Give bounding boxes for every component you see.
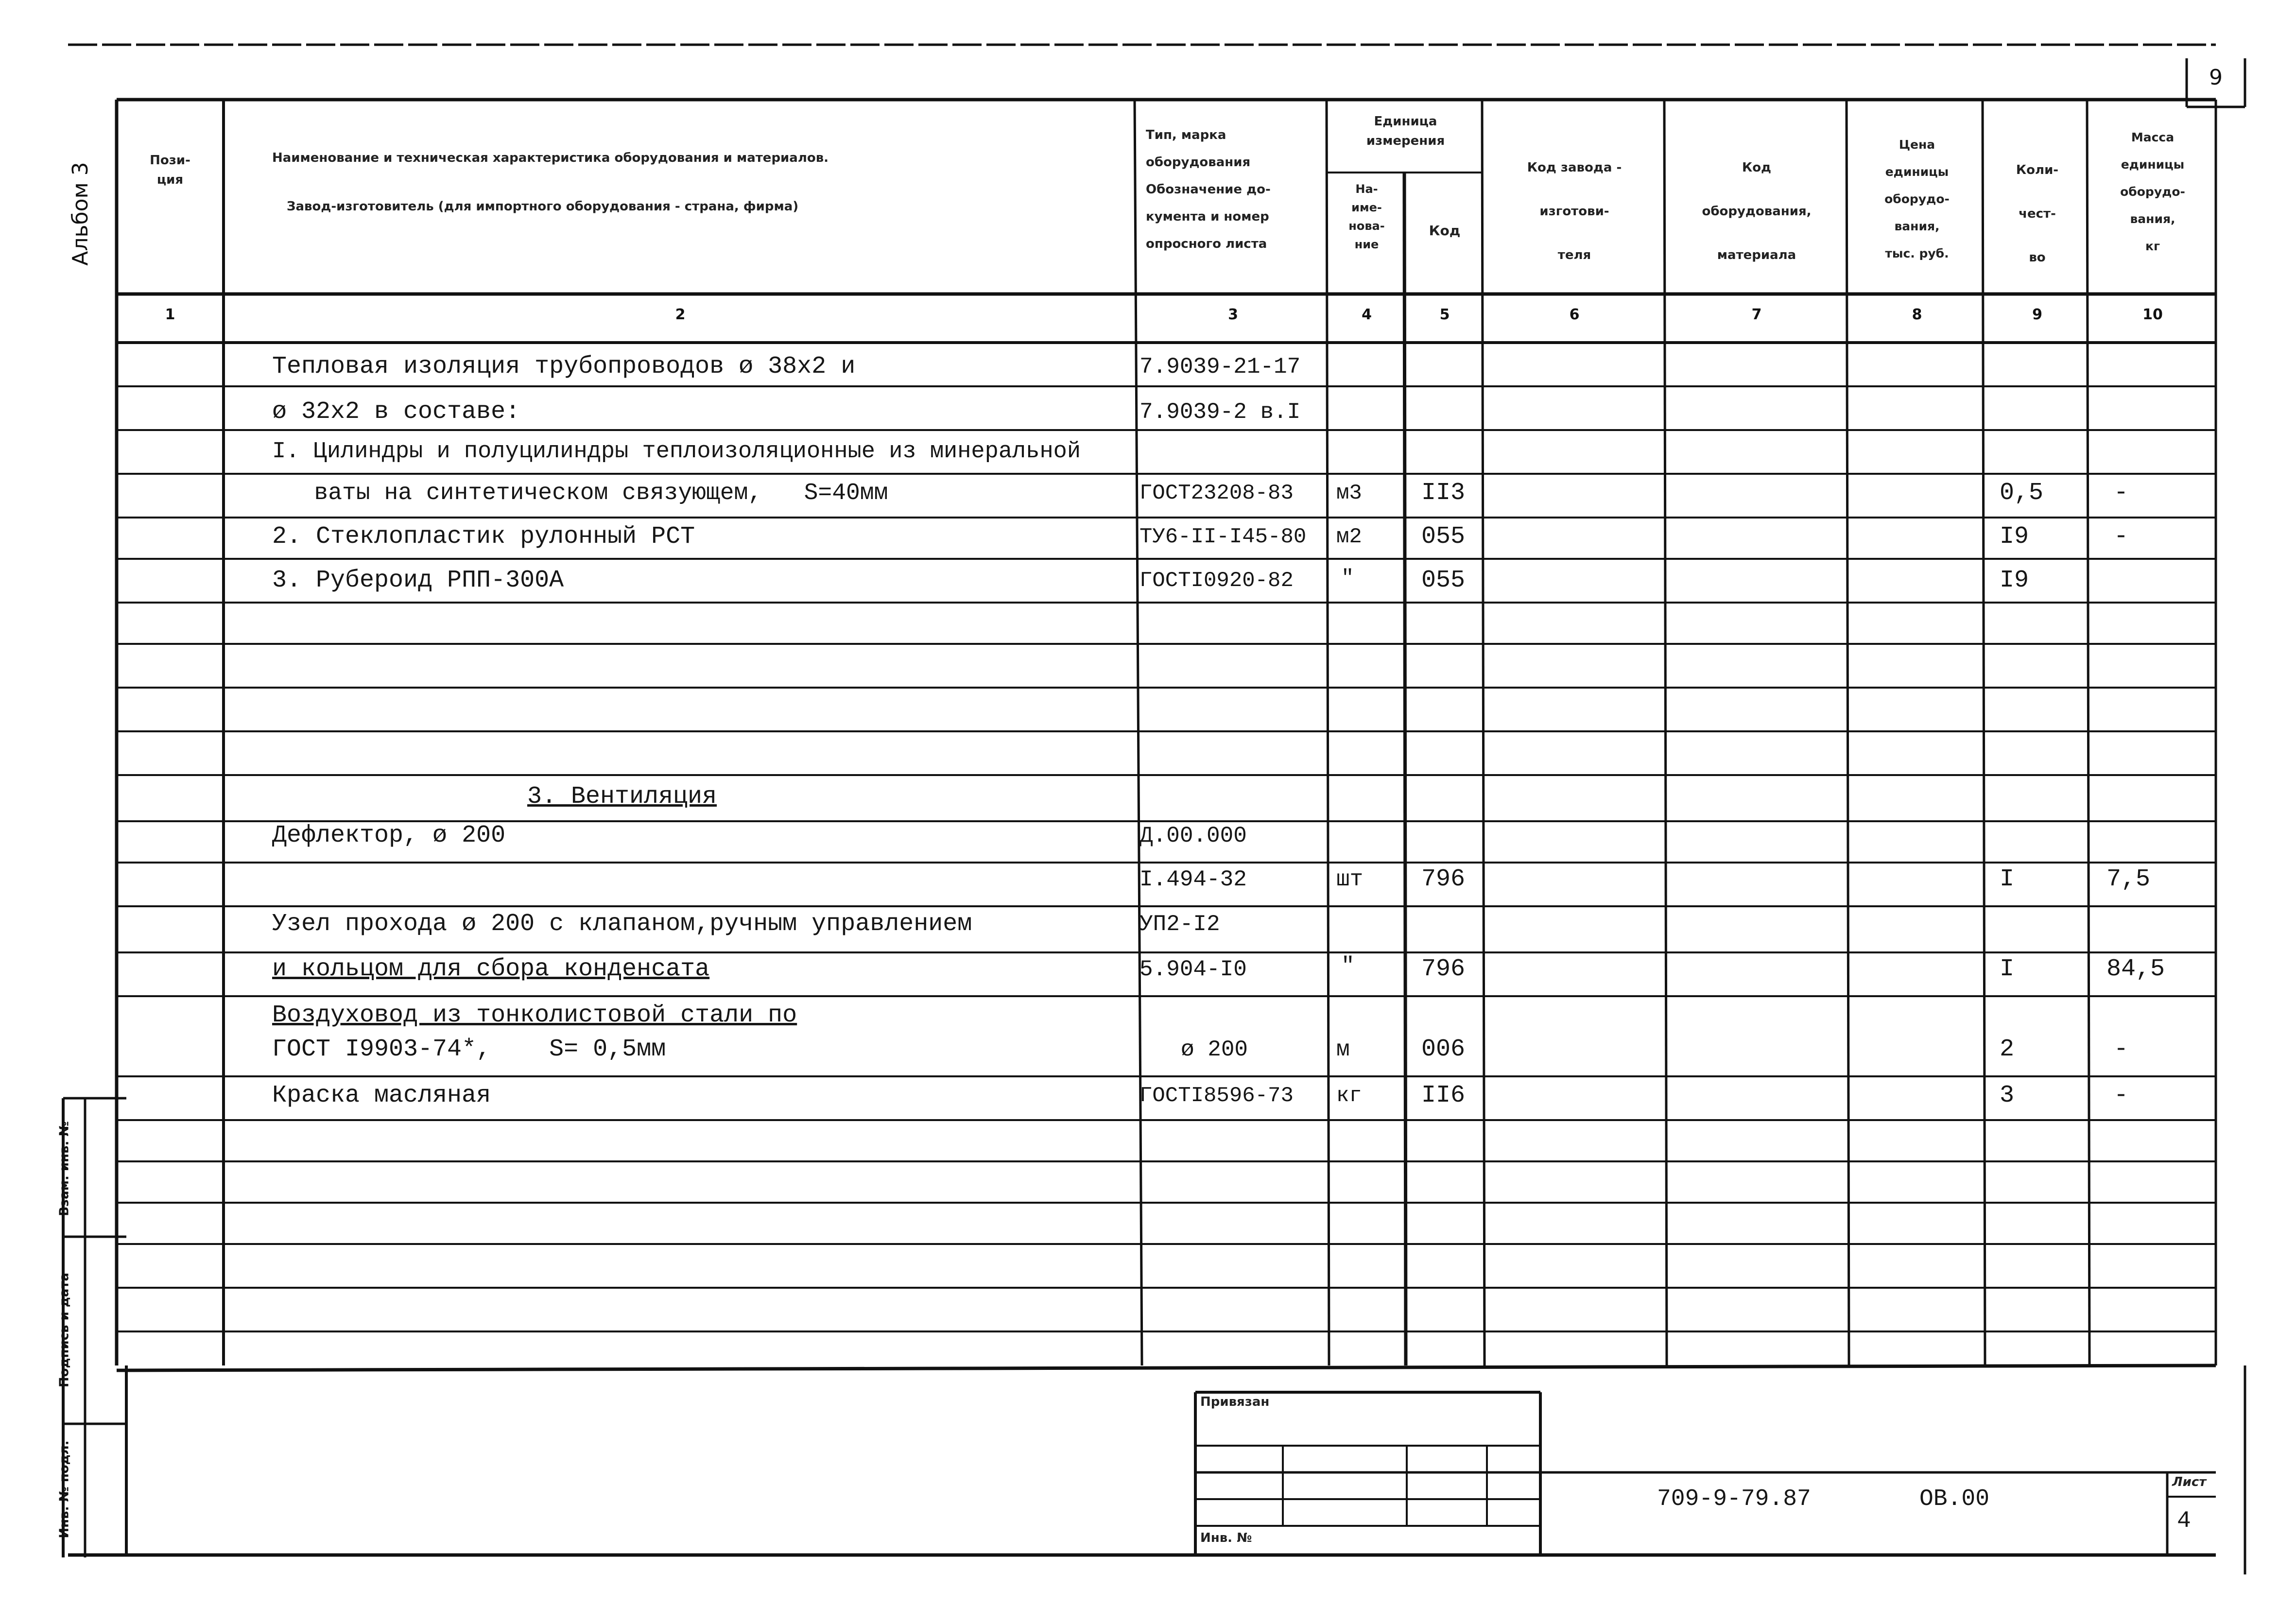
section-title: 3. Вентиляция [527, 783, 717, 811]
row-qty: 3 [2000, 1082, 2015, 1109]
row-qty: I [2000, 865, 2015, 893]
header-factory-code: Код завода - изготови- теля [1527, 160, 1622, 262]
row-code: 796 [1421, 865, 1466, 893]
side-label-inv-podl: Инв. № подл. [57, 1440, 72, 1538]
row-code: 055 [1421, 523, 1466, 551]
row-qty: I9 [2000, 523, 2029, 551]
row-name: Дефлектор, ø 200 [272, 822, 506, 849]
row-code: II6 [1421, 1082, 1466, 1109]
row-doc: ТУ6-II-I45-80 [1139, 525, 1307, 549]
row-name: Узел прохода ø 200 с клапаном,ручным управлением [272, 910, 972, 938]
row-doc: ГОСТI8596-73 [1139, 1084, 1294, 1108]
header-quantity: Коли- чест- во [2016, 163, 2059, 265]
row-doc: ø 200 [1181, 1037, 1248, 1062]
col-num-7: 7 [1751, 306, 1762, 323]
row-code: 006 [1421, 1036, 1466, 1063]
row-qty: I [2000, 955, 2015, 983]
row-qty: I9 [2000, 567, 2029, 594]
row-mass: - [2114, 523, 2129, 551]
row-mass: 7,5 [2106, 865, 2151, 893]
row-doc: Д.00.000 [1139, 823, 1247, 848]
header-name-line2: Завод-изготовитель (для импортного оборудования - страна, фирма) [287, 199, 799, 214]
header-unit-code: Код [1429, 223, 1461, 239]
row-unit: м3 [1336, 481, 1362, 505]
row-mass: - [2114, 1082, 2129, 1109]
side-label-podpis: Подпись и дата [57, 1272, 72, 1388]
row-name: 2. Стеклопластик рулонный РСТ [272, 523, 695, 551]
row-code: 055 [1421, 567, 1466, 594]
row-mass: - [2114, 479, 2129, 507]
header-price: Цена единицы оборудо- вания, тыс. руб. [1884, 138, 1950, 260]
stamp-inv-no: Инв. № [1200, 1531, 1252, 1545]
stamp-designation: 709-9-79.87 [1657, 1486, 1811, 1512]
row-mass: - [2114, 1036, 2129, 1063]
row-code: 796 [1421, 955, 1466, 983]
header-position: Пози- ция [150, 153, 190, 187]
row-doc: I.494-32 [1139, 867, 1247, 892]
row-doc: 5.904-I0 [1139, 957, 1247, 982]
row-doc: УП2-I2 [1139, 912, 1220, 937]
col-num-4: 4 [1362, 306, 1372, 323]
header-equipment-code: Код оборудования, материала [1702, 160, 1812, 262]
row-mass: 84,5 [2106, 955, 2165, 983]
col-num-1: 1 [165, 306, 175, 323]
row-name: 3. Рубероид РПП-300А [272, 567, 564, 594]
col-num-8: 8 [1912, 306, 1922, 323]
row-unit: " [1341, 566, 1354, 590]
row-name: Краска масляная [272, 1082, 491, 1109]
row-unit: " [1341, 953, 1355, 979]
stamp-sheet-number: 4 [2177, 1508, 2191, 1534]
row-unit: шт [1336, 867, 1364, 892]
album-label: Альбом 3 [68, 162, 93, 266]
stamp-sheet-label: Лист [2172, 1475, 2207, 1489]
col-num-9: 9 [2032, 306, 2042, 323]
row-doc: 7.9039-2 в.I [1139, 399, 1301, 425]
page-number: 9 [2209, 65, 2223, 90]
header-unit-group: Единица измерения [1366, 114, 1445, 148]
row-qty: 2 [2000, 1036, 2015, 1063]
side-label-vzam: Взам. инв. № [57, 1121, 72, 1216]
stamp-code: ОВ.00 [1919, 1486, 1990, 1512]
header-unit-name: На- име- нова- ние [1348, 182, 1385, 251]
col-num-5: 5 [1439, 306, 1450, 323]
row-name: ГОСТ I9903-74*, S= 0,5мм [272, 1036, 666, 1063]
col-num-2: 2 [675, 306, 686, 323]
row-unit: кг [1336, 1084, 1362, 1108]
row-name: ваты на синтетическом связующем, S=40мм [272, 480, 888, 506]
col-num-10: 10 [2142, 306, 2163, 323]
row-qty: 0,5 [2000, 479, 2044, 507]
row-code: II3 [1421, 479, 1466, 507]
row-unit: м2 [1336, 525, 1362, 549]
header-name-line1: Наименование и техническая характеристика оборудования и материалов. [272, 151, 829, 165]
row-doc: ГОСТI0920-82 [1139, 569, 1294, 593]
col-num-6: 6 [1569, 306, 1580, 323]
header-mass: Масса единицы оборудо- вания, кг [2120, 130, 2185, 253]
row-name: ø 32х2 в составе: [272, 398, 520, 426]
row-name: Тепловая изоляция трубопроводов ø 38х2 и [272, 353, 856, 380]
header-type: Тип, марка оборудования Обозначение до- кумента и номер опросного листа [1146, 128, 1271, 251]
row-name: Воздуховод из тонколистовой стали по [272, 1002, 797, 1029]
row-name: I. Цилиндры и полуцилиндры теплоизоляционные из минеральной [272, 439, 1081, 465]
row-doc: ГОСТ23208-83 [1139, 481, 1294, 505]
row-doc: 7.9039-21-17 [1139, 354, 1301, 380]
stamp-privyazan: Привязан [1200, 1395, 1270, 1409]
row-name: и кольцом для сбора конденсата [272, 955, 710, 983]
col-num-3: 3 [1228, 306, 1238, 323]
row-unit: м [1336, 1037, 1350, 1062]
